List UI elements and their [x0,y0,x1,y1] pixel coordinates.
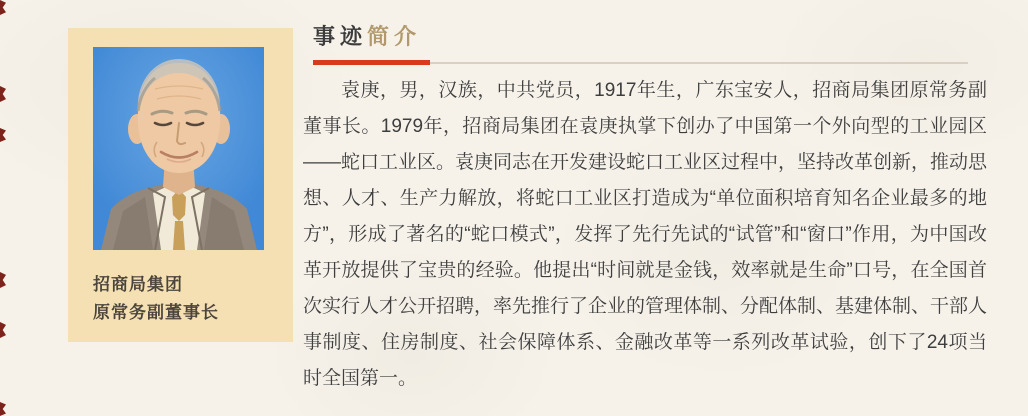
edge-mark [0,0,6,15]
edge-mark [0,128,6,142]
profile-caption-title: 原常务副董事长 [93,303,219,322]
header-rule-accent [313,60,430,65]
portrait-photo [93,47,264,250]
section-header-rule [313,60,968,65]
edge-mark [0,322,6,338]
edge-mark [0,86,6,102]
section-title-secondary: 简介 [367,24,422,49]
edge-mark [0,402,6,416]
section-title-primary: 事迹 [313,24,368,49]
profile-card [68,28,293,342]
portrait-illustration [93,47,264,250]
biography-paragraph: 袁庚，男，汉族，中共党员，1917年生，广东宝安人，招商局集团原常务副董事长。1979年，招商局集团在袁庚执掌下创办了中国第一个外向型的工业园区——蛇口工业区。袁庚同志在开发建设蛇口工业区过程中，坚持改革创新，推动思想、人才、生产力解放，将蛇口工业区打造成为“单位面积培育知名企业最多的地方”，形成了著名的“蛇口模式”，发挥了先行先试的“试管”和“窗口”作用，为中国改革开放提供了宝贵的经验。他提出“时间就是金钱，效率就是生命”口号，在全国首次实行人才公开招聘，率先推行了企业的管理体制、分配体制、基建体制、干部人事制度、住房制度、社会保障体系、金融改革等一系列改革试验，创下了24项当时全国第一。 [303,80,988,389]
profile-caption-org: 招商局集团 [93,275,183,294]
section-title [313,20,421,51]
edge-mark [0,272,6,288]
